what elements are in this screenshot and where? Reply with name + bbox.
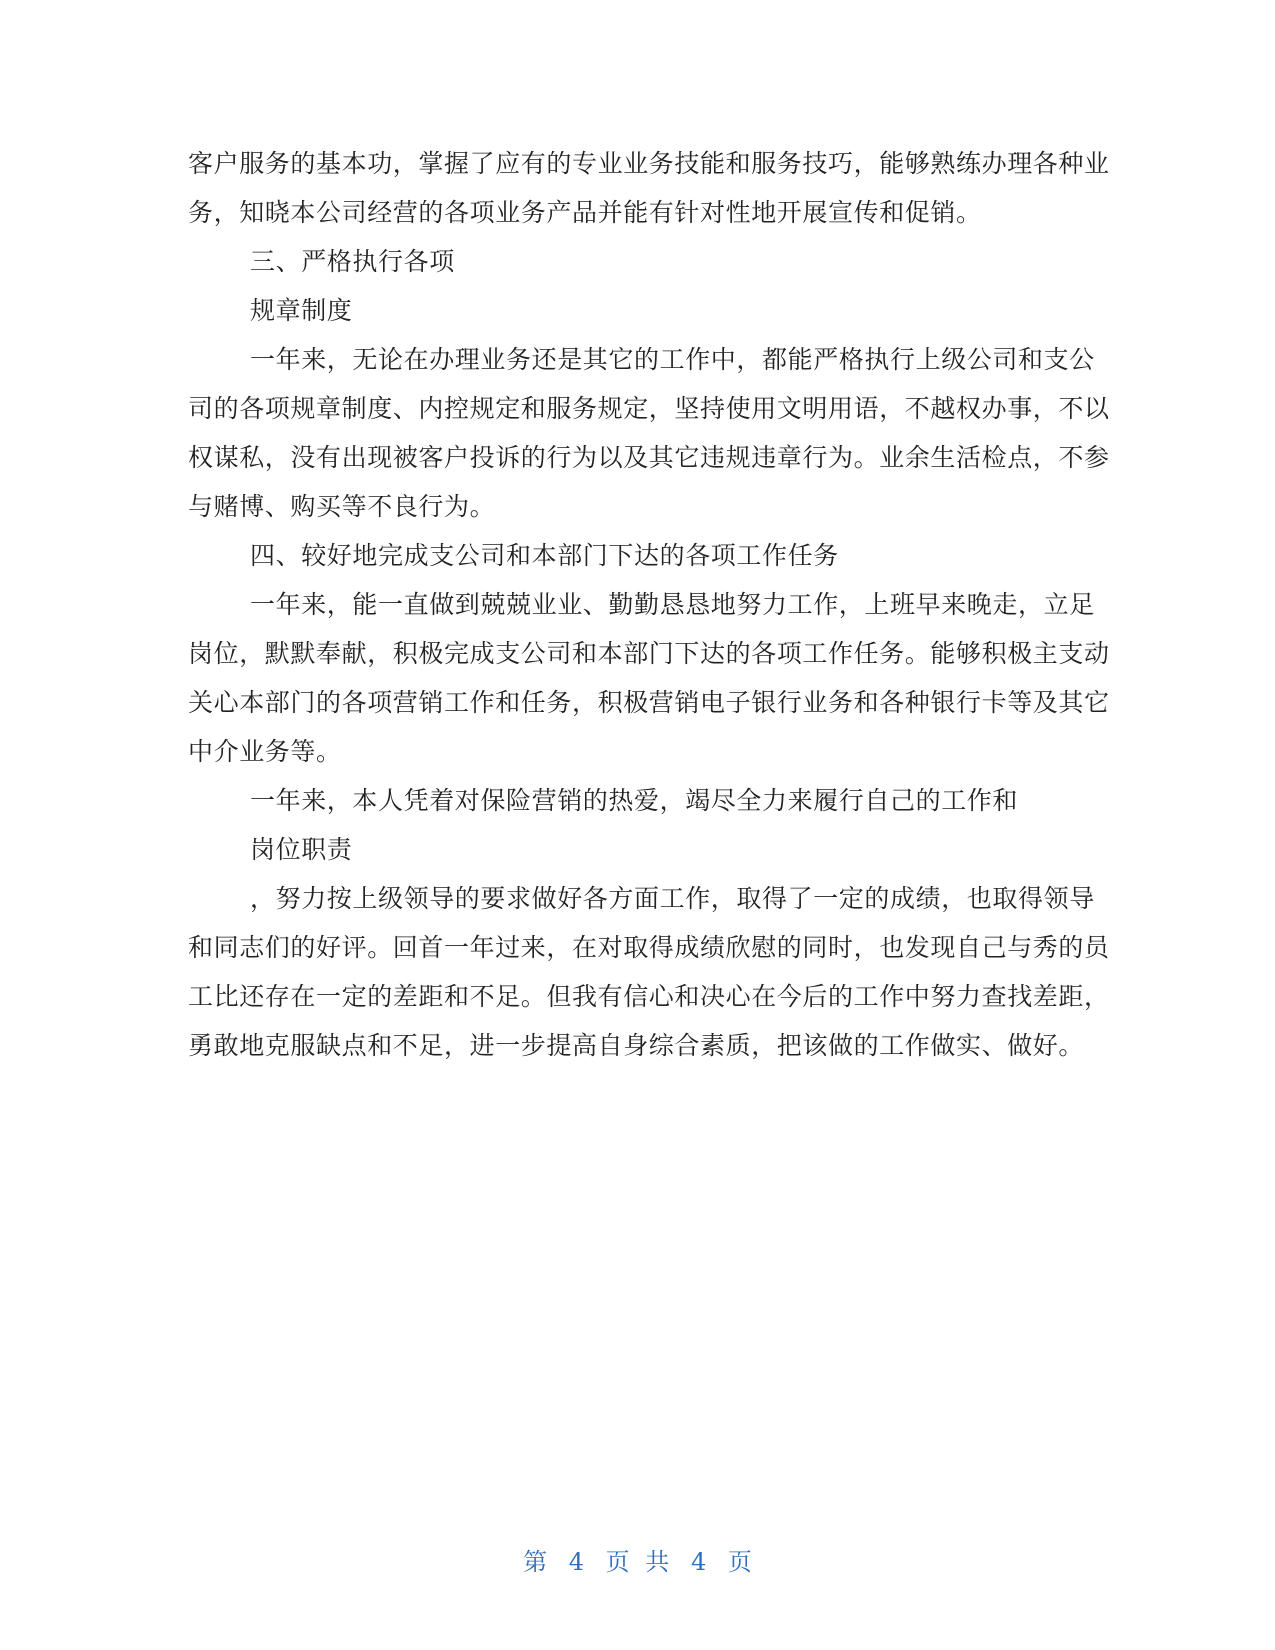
text-line: 权谋私，没有出现被客户投诉的行为以及其它违规违章行为。业余生活检点，不参 xyxy=(188,443,1110,472)
page-number-footer xyxy=(0,1542,1275,1577)
text-line: 一年来，能一直做到兢兢业业、勤勤恳恳地努力工作，上班早来晚走，立足 xyxy=(250,590,1095,619)
text-line: 客户服务的基本功，掌握了应有的专业业务技能和服务技巧，能够熟练办理各种业 xyxy=(188,149,1110,178)
text-line: 关心本部门的各项营销工作和任务，积极营销电子银行业务和各种银行卡等及其它 xyxy=(188,688,1110,717)
text-line: 岗位，默默奉献，积极完成支公司和本部门下达的各项工作任务。能够积极主支动 xyxy=(188,639,1110,668)
text-line: 一年来，无论在办理业务还是其它的工作中，都能严格执行上级公司和支公 xyxy=(250,345,1095,374)
text-line: 一年来，本人凭着对保险营销的热爱，竭尽全力来履行自己的工作和 xyxy=(250,786,1019,815)
text-line: 工比还存在一定的差距和不足。但我有信心和决心在今后的工作中努力查找差距， xyxy=(188,982,1110,1011)
section-heading-3: 三、严格执行各项 xyxy=(250,247,455,276)
footer-prefix: 第 xyxy=(523,1548,548,1576)
document-body xyxy=(188,139,1110,1070)
text-line: 岗位职责 xyxy=(250,835,353,864)
section-heading-3-continued: 规章制度 xyxy=(250,296,353,325)
current-page-number: 4 xyxy=(568,1548,585,1576)
text-line: ，努力按上级领导的要求做好各方面工作，取得了一定的成绩，也取得领导 xyxy=(250,884,1095,913)
footer-middle: 页 共 xyxy=(605,1548,670,1576)
text-line: 中介业务等。 xyxy=(188,737,342,766)
total-page-number: 4 xyxy=(690,1548,707,1576)
text-line: 务，知晓本公司经营的各项业务产品并能有针对性地开展宣传和促销。 xyxy=(188,198,982,227)
text-line: 与赌博、购买等不良行为。 xyxy=(188,492,496,521)
text-line: 和同志们的好评。回首一年过来，在对取得成绩欣慰的同时，也发现自己与秀的员 xyxy=(188,933,1110,962)
section-heading-4: 四、较好地完成支公司和本部门下达的各项工作任务 xyxy=(250,541,839,570)
text-line: 司的各项规章制度、内控规定和服务规定，坚持使用文明用语，不越权办事，不以 xyxy=(188,394,1110,423)
text-line: 勇敢地克服缺点和不足，进一步提高自身综合素质，把该做的工作做实、做好。 xyxy=(188,1031,1085,1060)
footer-suffix: 页 xyxy=(727,1548,752,1576)
